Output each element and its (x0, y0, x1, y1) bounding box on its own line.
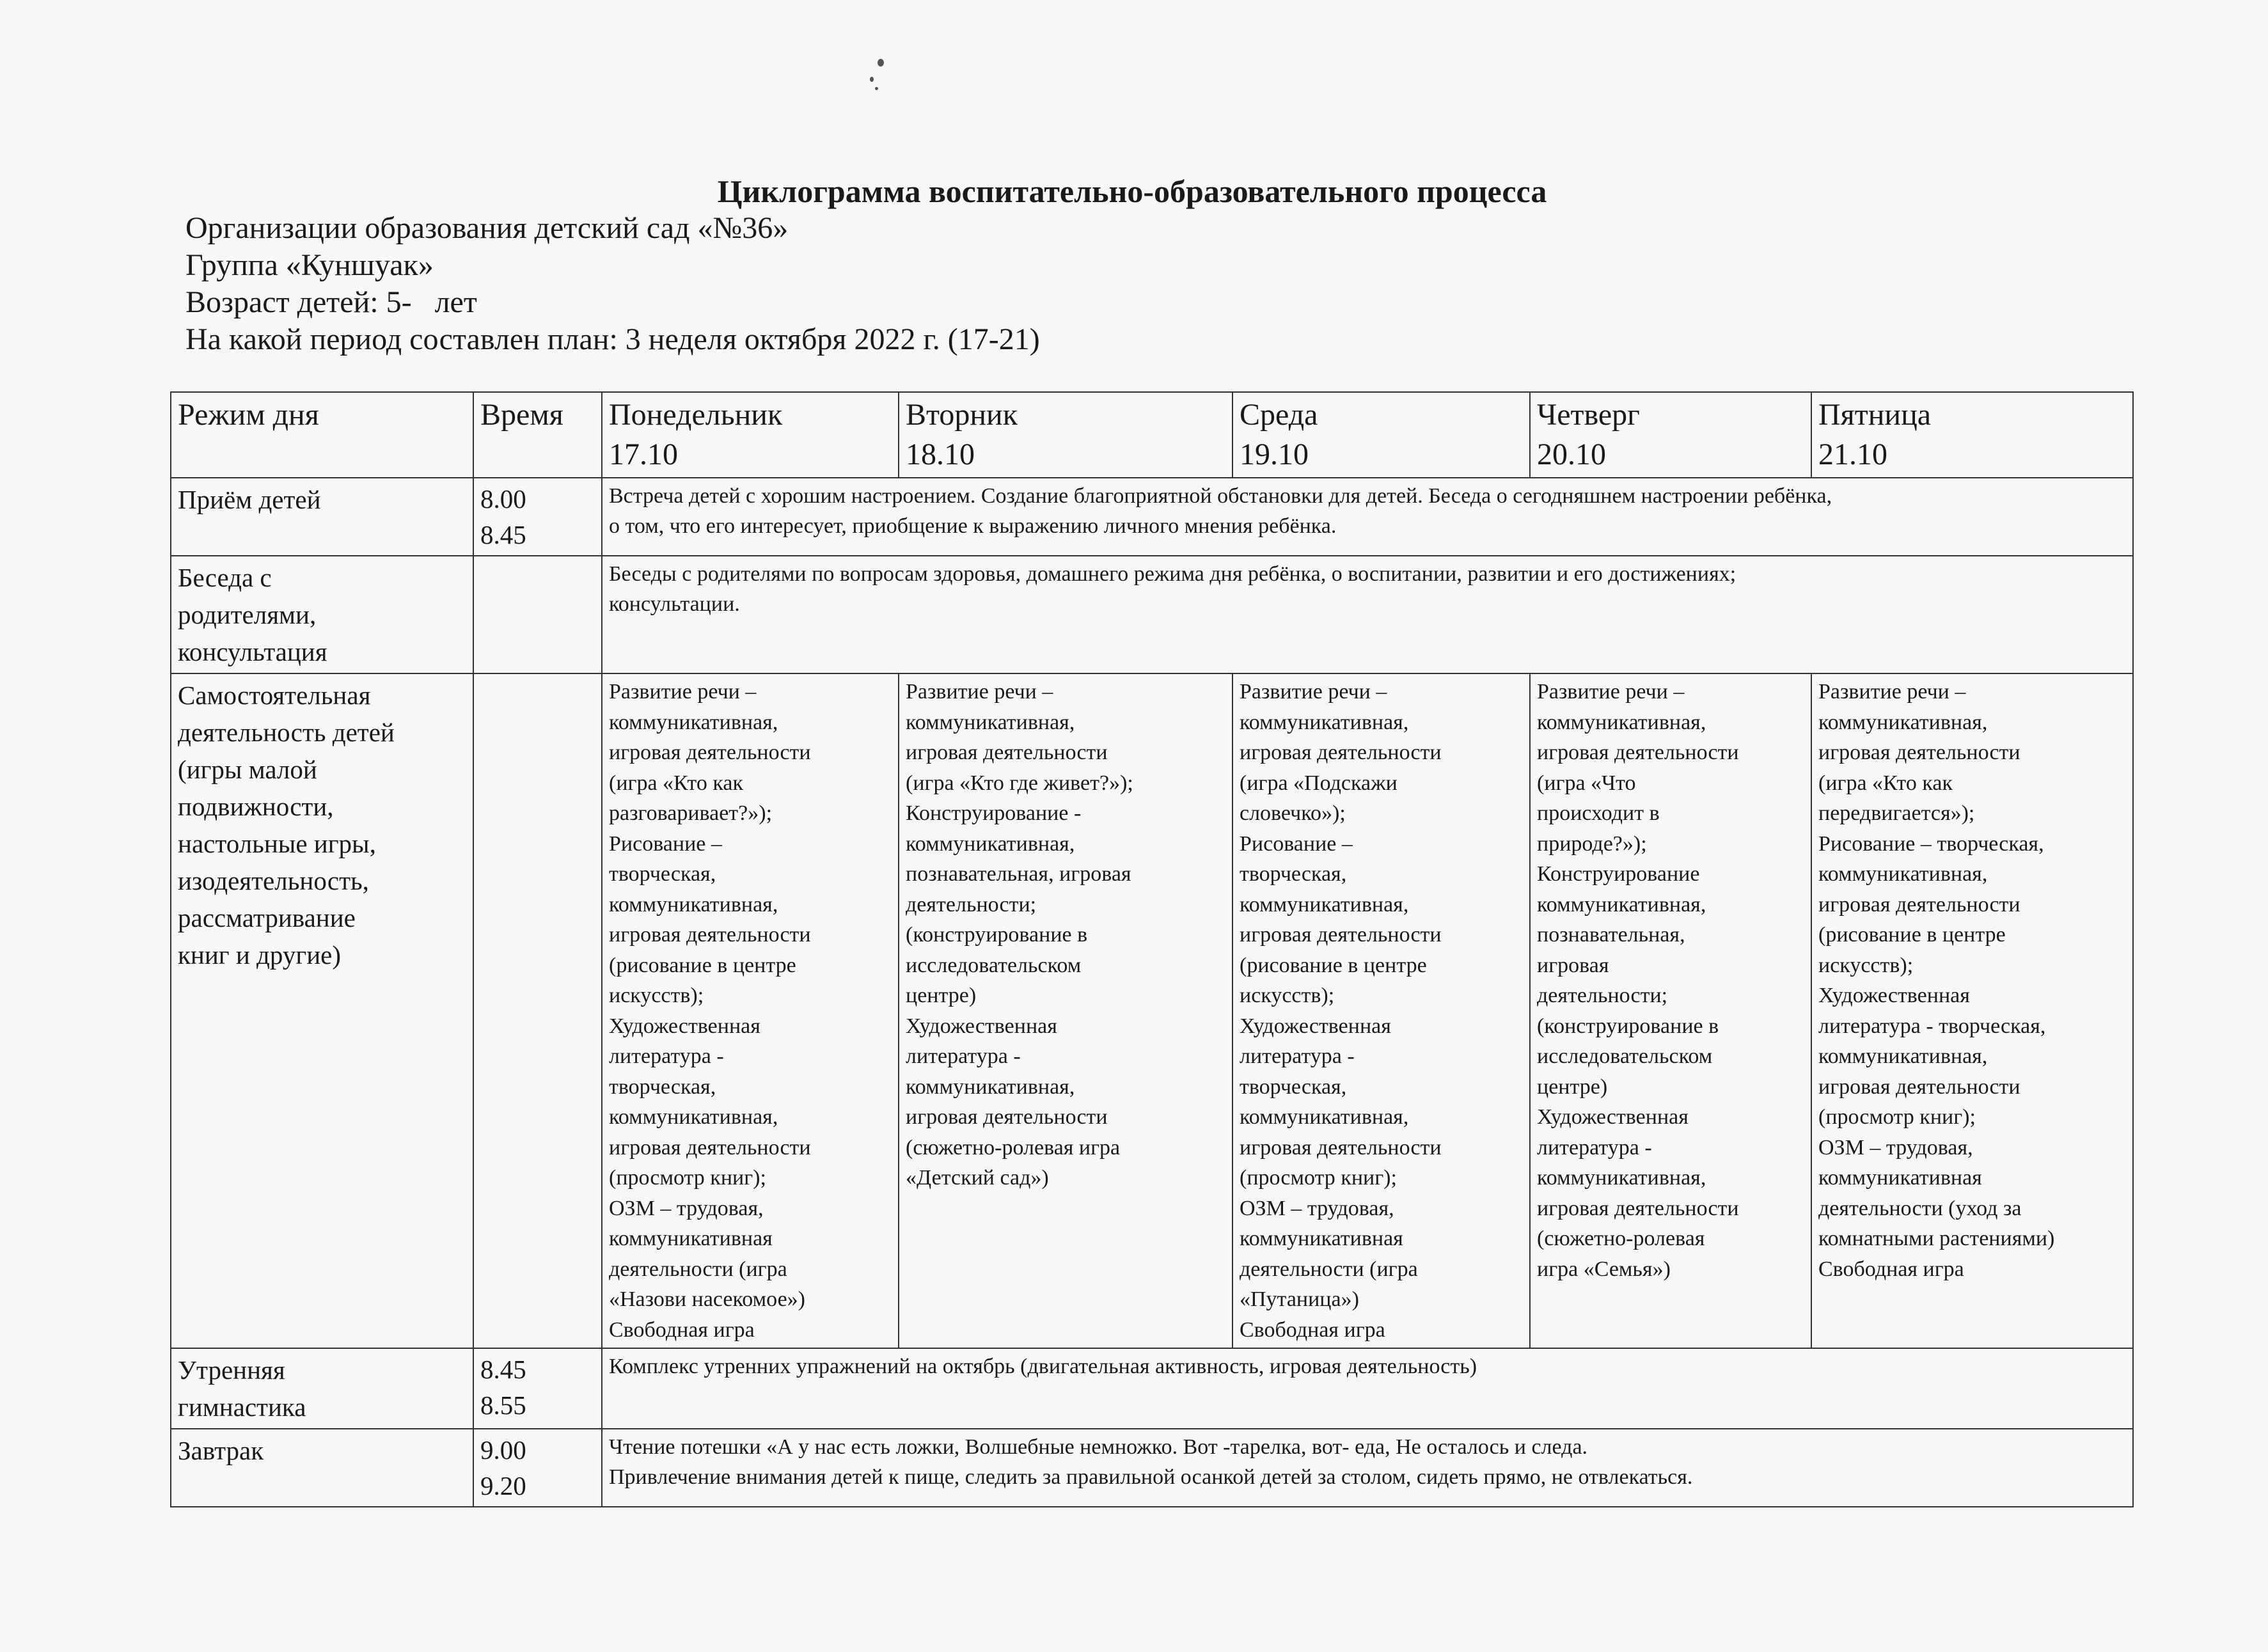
tuesday-activity-cell (899, 673, 1232, 1348)
activity-line: творческая, (1240, 862, 1347, 886)
activity-line: (игра «Кто как (1818, 771, 1953, 795)
activity-line: коммуникативная, (1537, 710, 1706, 734)
activity-line: (игра «Кто где живет?»); (906, 771, 1133, 795)
activity-line: «Назови насекомое») (609, 1287, 805, 1311)
activity-line: Конструирование (1537, 862, 1700, 886)
table-row-gymnastics (171, 1348, 2133, 1429)
mode-line: родителями, (178, 600, 317, 629)
activity-line: (сюжетно-ролевая (1537, 1227, 1705, 1250)
activity-line: природе?»); (1537, 831, 1647, 856)
activity-line: коммуникативная, (609, 710, 778, 734)
time-end: 8.45 (480, 520, 526, 549)
activity-line: исследовательском (1537, 1044, 1713, 1068)
col-header-monday (602, 392, 899, 478)
day-name: Вторник (906, 398, 1018, 432)
activity-line: Свободная игра (1240, 1318, 1385, 1342)
mode-line: Утренняя (178, 1355, 285, 1385)
time-cell (473, 556, 602, 673)
mode-line: деятельность детей (178, 718, 395, 747)
friday-activity-cell (1811, 673, 2133, 1348)
time-start: 8.00 (480, 484, 526, 514)
activity-line: «Путаница») (1240, 1287, 1359, 1311)
text-line: консультации. (609, 592, 740, 616)
activity-line: (сюжетно-ролевая игра (906, 1135, 1121, 1160)
time-start: 9.00 (480, 1435, 526, 1465)
mode-cell (171, 1348, 473, 1429)
scan-speck (878, 59, 884, 67)
scan-speck (870, 77, 874, 82)
col-header-mode: Режим дня (171, 392, 473, 478)
activity-line: игровая деятельности (1240, 923, 1442, 947)
activity-line: комнатными растениями) (1818, 1227, 2055, 1250)
activity-line: коммуникативная, (1818, 1044, 1988, 1068)
activity-line: коммуникативная, (906, 1074, 1075, 1099)
time-cell (473, 1348, 602, 1429)
mode-line: книг и другие) (178, 940, 341, 970)
table-row-reception (171, 478, 2133, 556)
activity-line: (конструирование в (906, 923, 1088, 947)
time-end: 8.55 (480, 1390, 526, 1420)
activity-line: игровая (1537, 953, 1609, 977)
text-line: Встреча детей с хорошим настроением. Создание благоприятной обстановки для детей. Беседа о сегодняшнем настроении ребёнка, (609, 484, 1832, 508)
table-row-parents (171, 556, 2133, 673)
group-line: Группа «Куншуак» (185, 248, 434, 282)
mode-cell: Приём детей (171, 478, 473, 556)
activity-line: коммуникативная (609, 1227, 773, 1250)
day-date: 19.10 (1240, 437, 1309, 471)
scan-speck (875, 87, 878, 90)
activity-line: Развитие речи – (906, 680, 1053, 704)
activity-line: литература - (906, 1044, 1021, 1068)
activity-line: центре) (906, 984, 977, 1007)
activity-line: игровая деятельности (1818, 892, 2020, 916)
activity-cell: Комплекс утренних упражнений на октябрь (двигательная активность, игровая деятельность) (602, 1348, 2133, 1429)
activity-line: исследовательском (906, 953, 1082, 977)
activity-line: искусств); (609, 984, 704, 1007)
mode-line: рассматривание (178, 903, 356, 932)
activity-line: Развитие речи – (1240, 680, 1387, 704)
activity-line: коммуникативная (1240, 1227, 1403, 1250)
document-header (185, 173, 2168, 358)
activity-line: деятельности (игра (609, 1257, 787, 1281)
mode-cell (171, 673, 473, 1348)
activity-line: коммуникативная, (1537, 892, 1706, 916)
activity-line: происходит в (1537, 801, 1660, 825)
activity-line: игровая деятельности (906, 741, 1108, 764)
day-name: Понедельник (609, 398, 783, 432)
activity-line: Художественная (906, 1014, 1057, 1038)
activity-line: Свободная игра (609, 1318, 755, 1342)
activity-line: творческая, (1240, 1074, 1347, 1099)
col-header-time: Время (473, 392, 602, 478)
monday-activity-cell (602, 673, 899, 1348)
activity-line: игра «Семья») (1537, 1257, 1671, 1281)
text-line: о том, что его интересует, приобщение к выражению личного мнения ребёнка. (609, 514, 1337, 538)
activity-line: творческая, (609, 862, 716, 886)
activity-line: игровая деятельности (1818, 1074, 2020, 1099)
activity-line: коммуникативная, (609, 1105, 778, 1129)
activity-line: ОЗМ – трудовая, (1240, 1196, 1394, 1220)
activity-line: (рисование в центре (609, 953, 796, 977)
activity-line: Рисование – (609, 831, 722, 856)
activity-line: литература - творческая, (1818, 1014, 2046, 1038)
day-name: Четверг (1537, 398, 1640, 432)
activity-cell (602, 478, 2133, 556)
activity-line: центре) (1537, 1074, 1608, 1099)
document-title: Циклограмма воспитательно-образовательного процесса (717, 173, 1547, 209)
mode-line: изодеятельность, (178, 866, 369, 895)
table-header-row (171, 392, 2133, 478)
activity-line: деятельности (игра (1240, 1257, 1418, 1281)
activity-cell (602, 556, 2133, 673)
activity-line: Художественная (1240, 1014, 1391, 1038)
activity-line: игровая деятельности (1240, 741, 1442, 764)
col-header-wednesday (1232, 392, 1530, 478)
day-date: 17.10 (609, 437, 678, 471)
day-name: Пятница (1818, 398, 1932, 432)
time-start: 8.45 (480, 1355, 526, 1384)
activity-line: искусств); (1240, 984, 1335, 1007)
table-row-breakfast (171, 1429, 2133, 1507)
wednesday-activity-cell (1232, 673, 1530, 1348)
activity-line: (рисование в центре (1818, 923, 2006, 947)
text-line: Чтение потешки «А у нас есть ложки, Волшебные немножко. Вот -тарелка, вот- еда, Не осталось и следа. (609, 1435, 1588, 1459)
activity-line: ОЗМ – трудовая, (1818, 1135, 1973, 1160)
col-header-tuesday (899, 392, 1232, 478)
activity-line: коммуникативная, (1240, 892, 1409, 916)
activity-line: (игра «Кто как (609, 771, 743, 795)
activity-line: игровая деятельности (1537, 1196, 1739, 1220)
activity-line: (игра «Что (1537, 771, 1636, 795)
activity-line: (конструирование в (1537, 1014, 1719, 1038)
activity-line: Художественная (1537, 1105, 1689, 1129)
activity-line: коммуникативная, (1240, 710, 1409, 734)
activity-line: деятельности; (1537, 984, 1668, 1007)
activity-line: игровая деятельности (609, 1135, 811, 1160)
activity-line: коммуникативная, (906, 831, 1075, 856)
activity-line: искусств); (1818, 953, 1914, 977)
activity-line: деятельности; (906, 892, 1037, 916)
day-name: Среда (1240, 398, 1318, 432)
activity-line: игровая деятельности (1537, 741, 1739, 764)
activity-line: словечко»); (1240, 801, 1346, 825)
activity-line: коммуникативная, (906, 710, 1075, 734)
schedule-table (170, 391, 2134, 1507)
mode-line: Беседа с (178, 563, 272, 592)
age-line: Возраст детей: 5- лет (185, 285, 477, 319)
activity-line: познавательная, игровая (906, 862, 1131, 886)
activity-line: литература - (1240, 1044, 1355, 1068)
activity-line: коммуникативная, (1240, 1105, 1409, 1129)
activity-line: (просмотр книг); (1240, 1166, 1397, 1190)
activity-line: «Детский сад») (906, 1166, 1049, 1190)
mode-line: гимнастика (178, 1392, 306, 1422)
table-row-independent (171, 673, 2133, 1348)
time-end: 9.20 (480, 1471, 526, 1500)
mode-line: настольные игры, (178, 829, 376, 858)
text-line: Привлечение внимания детей к пище, следить за правильной осанкой детей за столом, сидеть прямо, не отвлекаться. (609, 1465, 1693, 1489)
activity-line: игровая деятельности (609, 741, 811, 764)
col-header-friday (1811, 392, 2133, 478)
period-line: На какой период составлен план: 3 неделя октября 2022 г. (17-21) (185, 322, 1040, 356)
day-date: 20.10 (1537, 437, 1606, 471)
mode-line: (игры малой (178, 755, 317, 784)
activity-line: Художественная (1818, 984, 1970, 1007)
activity-line: (игра «Подскажи (1240, 771, 1398, 795)
activity-line: (рисование в центре (1240, 953, 1427, 977)
activity-line: Свободная игра (1818, 1257, 1964, 1281)
mode-line: подвижности, (178, 792, 334, 821)
day-date: 21.10 (1818, 437, 1887, 471)
activity-line: познавательная, (1537, 923, 1685, 947)
time-cell (473, 478, 602, 556)
activity-line: коммуникативная, (1818, 862, 1988, 886)
activity-line: ОЗМ – трудовая, (609, 1196, 764, 1220)
thursday-activity-cell (1530, 673, 1811, 1348)
activity-line: коммуникативная, (1537, 1166, 1706, 1190)
activity-cell (602, 1429, 2133, 1507)
text-line: Беседы с родителями по вопросам здоровья, домашнего режима дня ребёнка, о воспитании, развитии и его достижениях; (609, 562, 1736, 586)
activity-line: Рисование – творческая, (1818, 831, 2044, 856)
mode-cell: Завтрак (171, 1429, 473, 1507)
activity-line: Конструирование - (906, 801, 1082, 825)
mode-cell (171, 556, 473, 673)
activity-line: игровая деятельности (609, 923, 811, 947)
mode-line: консультация (178, 637, 327, 666)
activity-line: коммуникативная, (609, 892, 778, 916)
day-date: 18.10 (906, 437, 975, 471)
activity-line: творческая, (609, 1074, 716, 1099)
time-cell (473, 1429, 602, 1507)
activity-line: коммуникативная, (1818, 710, 1988, 734)
activity-line: литература - (1537, 1135, 1652, 1160)
activity-line: коммуникативная (1818, 1166, 1982, 1190)
col-header-thursday (1530, 392, 1811, 478)
activity-line: Рисование – (1240, 831, 1353, 856)
activity-line: Развитие речи – (609, 680, 757, 704)
activity-line: (просмотр книг); (609, 1166, 766, 1190)
activity-line: Развитие речи – (1818, 680, 1966, 704)
mode-line: Самостоятельная (178, 680, 371, 710)
activity-line: игровая деятельности (906, 1105, 1108, 1129)
activity-line: деятельности (уход за (1818, 1196, 2022, 1220)
activity-line: передвигается»); (1818, 801, 1975, 825)
activity-line: игровая деятельности (1240, 1135, 1442, 1160)
organization-line: Организации образования детский сад «№36» (185, 211, 789, 245)
activity-line: игровая деятельности (1818, 741, 2020, 764)
activity-line: Художественная (609, 1014, 760, 1038)
activity-line: разговаривает?»); (609, 801, 773, 825)
time-cell (473, 673, 602, 1348)
activity-line: (просмотр книг); (1818, 1105, 1976, 1129)
activity-line: литература - (609, 1044, 724, 1068)
activity-line: Развитие речи – (1537, 680, 1685, 704)
